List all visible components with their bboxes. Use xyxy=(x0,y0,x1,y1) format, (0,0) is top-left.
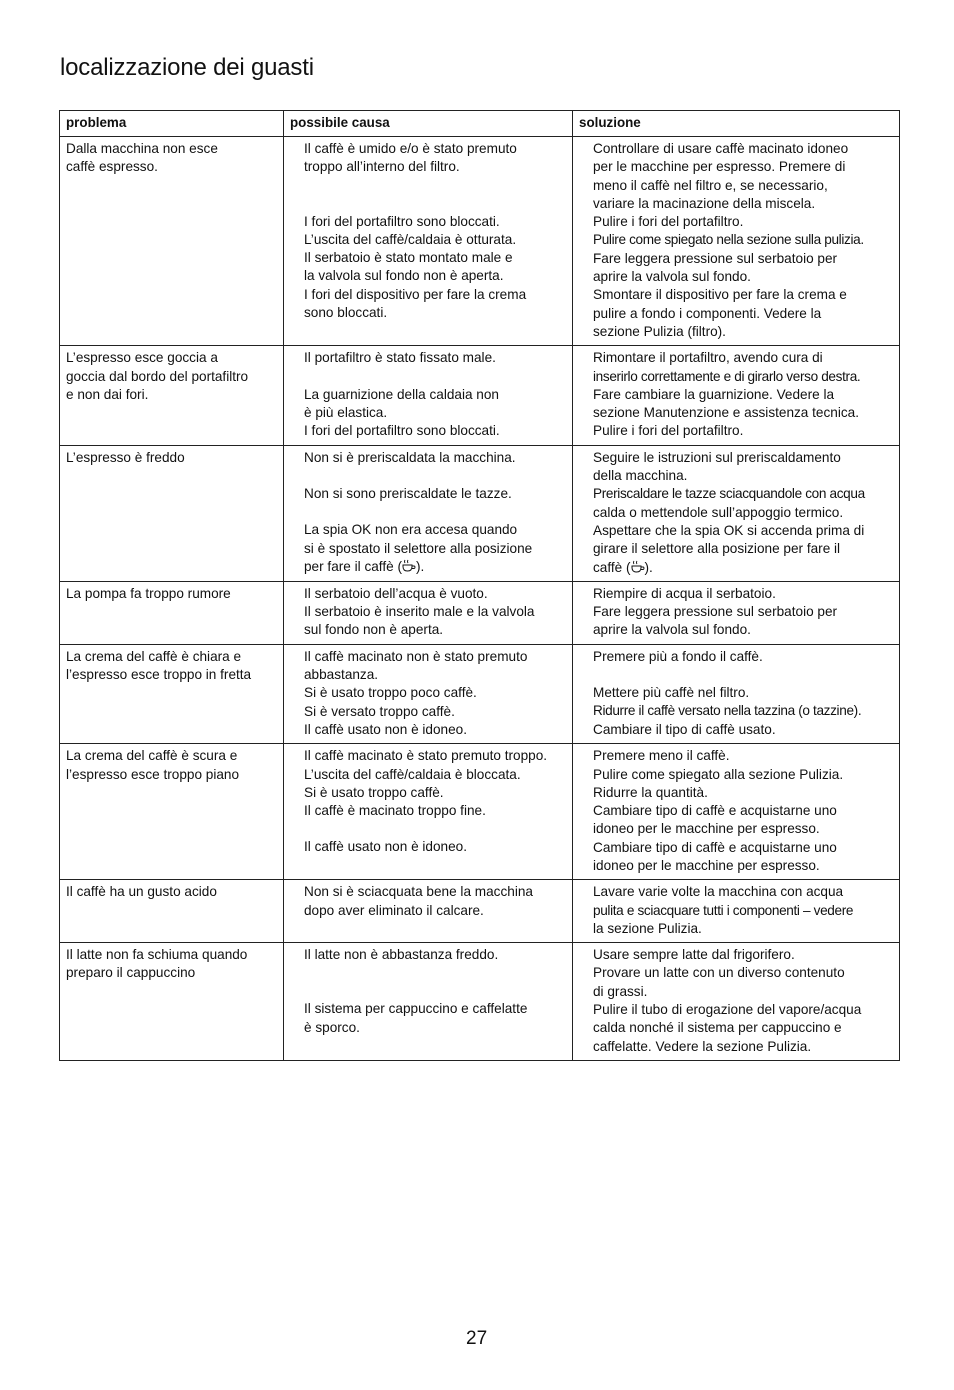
cause-line: troppo all’interno del filtro. xyxy=(304,159,460,175)
problem-cell xyxy=(60,744,284,880)
cause-line: è più elastica. xyxy=(304,404,388,420)
problem-cell xyxy=(60,644,284,743)
solution-line: Controllare di usare caffè macinato idoneo xyxy=(593,141,849,156)
cause-line: dopo aver eliminato il calcare. xyxy=(304,902,484,918)
cause-line: Non si è sciacquata bene la macchina xyxy=(304,884,533,900)
page-number: 27 xyxy=(466,1328,488,1349)
cause-line-end: ). xyxy=(415,558,425,574)
cause-cell xyxy=(284,943,573,1061)
solution-line: Ridurre la quantità. xyxy=(593,784,708,800)
cause-line: L’uscita del caffè/caldaia è otturata. xyxy=(304,231,517,247)
problem-line: La crema del caffè è chiara e xyxy=(66,648,242,664)
solution-line: Fare cambiare la guarnizione. Vedere la xyxy=(593,386,835,402)
cause-line: sono bloccati. xyxy=(304,305,388,321)
problem-line: l’espresso esce troppo piano xyxy=(66,766,240,782)
problem-line: goccia dal bordo del portafiltro xyxy=(66,368,249,384)
cause-line: I fori del portafiltro sono bloccati. xyxy=(304,423,500,439)
solution-cell xyxy=(573,581,900,644)
blank-line xyxy=(304,368,568,386)
problem-cell xyxy=(60,346,284,445)
cause-cell xyxy=(284,744,573,880)
solution-line: Provare un latte con un diverso contenuto xyxy=(593,965,845,981)
solution-line: della macchina. xyxy=(593,468,688,484)
cause-cell xyxy=(284,346,573,445)
problem-line: L’espresso esce goccia a xyxy=(66,350,218,366)
cause-line-text: per fare il caffè ( xyxy=(304,558,402,574)
problem-cell xyxy=(60,137,284,346)
troubleshooting-table xyxy=(59,110,900,1061)
blank-line xyxy=(304,820,568,838)
solution-line: Ridurre il caffè versato nella tazzina (o tazzine). xyxy=(593,703,862,719)
solution-line: la sezione Pulizia. xyxy=(593,920,702,936)
solution-line: Preriscaldare le tazze sciacquandole con acqua xyxy=(593,486,865,502)
cause-cell xyxy=(284,581,573,644)
solution-line-end: ). xyxy=(644,559,653,575)
cause-line: Il caffè macinato è stato premuto troppo. xyxy=(304,748,548,764)
solution-line: Premere meno il caffè. xyxy=(593,748,730,764)
cause-line: Il portafiltro è stato fissato male. xyxy=(304,350,496,366)
solution-line: di grassi. xyxy=(593,983,648,999)
solution-line: idoneo per le macchine per espresso. xyxy=(593,857,820,873)
cause-line: Il caffè è macinato troppo fine. xyxy=(304,803,486,819)
solution-line: Riempire di acqua il serbatoio. xyxy=(593,585,776,601)
table-row xyxy=(60,581,900,644)
solution-cell xyxy=(573,346,900,445)
problem-cell xyxy=(60,445,284,581)
solution-line: Pulire come spiegato alla sezione Pulizia. xyxy=(593,766,844,782)
problem-line: caffè espresso. xyxy=(66,159,158,175)
solution-cell xyxy=(573,137,900,346)
solution-line: inserirlo correttamente e di girarlo verso destra. xyxy=(593,368,861,384)
solution-line: idoneo per le macchine per espresso. xyxy=(593,821,820,837)
table-row xyxy=(60,137,900,346)
solution-line: Premere più a fondo il caffè. xyxy=(593,648,763,664)
solution-line: Usare sempre latte dal frigorifero. xyxy=(593,947,795,963)
cause-line: abbastanza. xyxy=(304,667,379,683)
blank-line xyxy=(304,467,568,485)
cause-line: si è spostato il selettore alla posizione xyxy=(304,540,533,556)
cause-cell xyxy=(284,445,573,581)
problem-cell xyxy=(60,581,284,644)
problem-cell xyxy=(60,943,284,1061)
solution-line: Rimontare il portafiltro, avendo cura di xyxy=(593,350,823,366)
solution-line: Smontare il dispositivo per fare la crema e xyxy=(593,287,847,303)
solution-cell xyxy=(573,644,900,743)
table-row xyxy=(60,943,900,1061)
table-header-row xyxy=(60,111,900,137)
solution-line: Fare leggera pressione sul serbatoio per xyxy=(593,604,838,620)
solution-line-text: caffè ( xyxy=(593,559,631,575)
cause-line: Il caffè usato non è idoneo. xyxy=(304,721,467,737)
page-title: localizzazione dei guasti xyxy=(60,54,314,81)
header-possibile-causa: possibile causa xyxy=(284,111,573,137)
solution-line: aprire la valvola sul fondo. xyxy=(593,269,751,285)
table-row xyxy=(60,644,900,743)
solution-cell xyxy=(573,880,900,943)
cause-line: I fori del portafiltro sono bloccati. xyxy=(304,213,500,229)
cause-line: la valvola sul fondo non è aperta. xyxy=(304,268,504,284)
cause-line: Si è usato troppo poco caffè. xyxy=(304,685,477,701)
solution-line: Mettere più caffè nel filtro. xyxy=(593,685,750,701)
blank-line xyxy=(304,982,568,1000)
solution-line: Cambiare il tipo di caffè usato. xyxy=(593,721,776,737)
solution-line: Pulire il tubo di erogazione del vapore/acqua xyxy=(593,1002,862,1018)
solution-line: Fare leggera pressione sul serbatoio per xyxy=(593,250,838,266)
solution-line: Lavare varie volte la macchina con acqua xyxy=(593,884,844,900)
cause-line: Il serbatoio dell’acqua è vuoto. xyxy=(304,585,488,601)
solution-line: Seguire le istruzioni sul preriscaldamento xyxy=(593,449,841,465)
table-row xyxy=(60,880,900,943)
problem-line: l’espresso esce troppo in fretta xyxy=(66,667,252,683)
problem-line: Il caffè ha un gusto acido xyxy=(66,884,217,900)
cause-line: Il caffè macinato non è stato premuto xyxy=(304,648,528,664)
problem-line: Il latte non fa schiuma quando xyxy=(66,947,248,963)
solution-line: sezione Manutenzione e assistenza tecnica. xyxy=(593,405,859,421)
problem-line: L’espresso è freddo xyxy=(66,449,185,465)
header-soluzione: soluzione xyxy=(573,111,900,137)
solution-line: calda o mettendole sull’appoggio termico. xyxy=(593,504,844,520)
cause-cell xyxy=(284,880,573,943)
solution-line: per le macchine per espresso. Premere di xyxy=(593,159,846,175)
coffee-cup-icon xyxy=(402,559,416,572)
solution-line: aprire la valvola sul fondo. xyxy=(593,622,751,638)
problem-cell xyxy=(60,880,284,943)
cause-line: Il serbatoio è inserito male e la valvola xyxy=(304,604,535,620)
solution-line: Pulire i fori del portafiltro. xyxy=(593,214,744,230)
solution-line: meno il caffè nel filtro e, se necessario, xyxy=(593,177,828,193)
solution-line: calda nonché il sistema per cappuccino e xyxy=(593,1020,842,1036)
problem-line: e non dai fori. xyxy=(66,386,149,402)
solution-line: sezione Pulizia (filtro). xyxy=(593,323,726,339)
solution-line: Pulire come spiegato nella sezione sulla pulizia. xyxy=(593,232,864,248)
cause-line: Il latte non è abbastanza freddo. xyxy=(304,947,499,963)
blank-line xyxy=(304,964,568,982)
cause-line: Il sistema per cappuccino e caffelatte xyxy=(304,1001,528,1017)
blank-line xyxy=(304,503,568,521)
solution-line: girare il selettore alla posizione per fare il xyxy=(593,541,841,557)
solution-line: Cambiare tipo di caffè e acquistarne uno xyxy=(593,839,837,855)
problem-line: preparo il cappuccino xyxy=(66,965,196,981)
cause-line: Il caffè usato non è idoneo. xyxy=(304,839,467,855)
solution-cell xyxy=(573,943,900,1061)
cause-cell xyxy=(284,644,573,743)
problem-line: Dalla macchina non esce xyxy=(66,141,218,156)
cause-line: è sporco. xyxy=(304,1019,360,1035)
solution-line: variare la macinazione della miscela. xyxy=(593,195,816,211)
cause-line: Il caffè è umido e/o è stato premuto xyxy=(304,141,517,156)
solution-cell xyxy=(573,744,900,880)
cause-line: Non si è preriscaldata la macchina. xyxy=(304,449,516,465)
cause-line: I fori del dispositivo per fare la crema xyxy=(304,286,527,302)
table-row xyxy=(60,744,900,880)
problem-line: La pompa fa troppo rumore xyxy=(66,585,231,601)
cause-line: Si è versato troppo caffè. xyxy=(304,703,455,719)
blank-line xyxy=(593,666,895,684)
table-row xyxy=(60,445,900,581)
cause-line: sul fondo non è aperta. xyxy=(304,622,444,638)
cause-line: Si è usato troppo caffè. xyxy=(304,784,444,800)
cause-cell xyxy=(284,137,573,346)
solution-line xyxy=(593,559,895,577)
solution-line: Aspettare che la spia OK si accenda prima di xyxy=(593,522,865,538)
problem-line: La crema del caffè è scura e xyxy=(66,748,238,764)
cause-line: L’uscita del caffè/caldaia è bloccata. xyxy=(304,766,521,782)
table-row xyxy=(60,346,900,445)
blank-line xyxy=(304,177,568,195)
solution-line: caffelatte. Vedere la sezione Pulizia. xyxy=(593,1038,812,1054)
solution-line: Pulire i fori del portafiltro. xyxy=(593,423,744,439)
solution-line: Cambiare tipo di caffè e acquistarne uno xyxy=(593,803,837,819)
header-problema: problema xyxy=(60,111,284,137)
solution-line: pulita e sciacquare tutti i componenti – vedere xyxy=(593,902,854,918)
cause-line: La spia OK non era accesa quando xyxy=(304,522,518,538)
cause-line: Il serbatoio è stato montato male e xyxy=(304,250,513,266)
solution-line: pulire a fondo i componenti. Vedere la xyxy=(593,305,822,321)
coffee-cup-icon xyxy=(631,560,645,573)
cause-line: La guarnizione della caldaia non xyxy=(304,386,499,402)
cause-line: Non si sono preriscaldate le tazze. xyxy=(304,486,512,502)
blank-line xyxy=(304,195,568,213)
cause-line xyxy=(304,558,568,576)
solution-cell xyxy=(573,445,900,581)
